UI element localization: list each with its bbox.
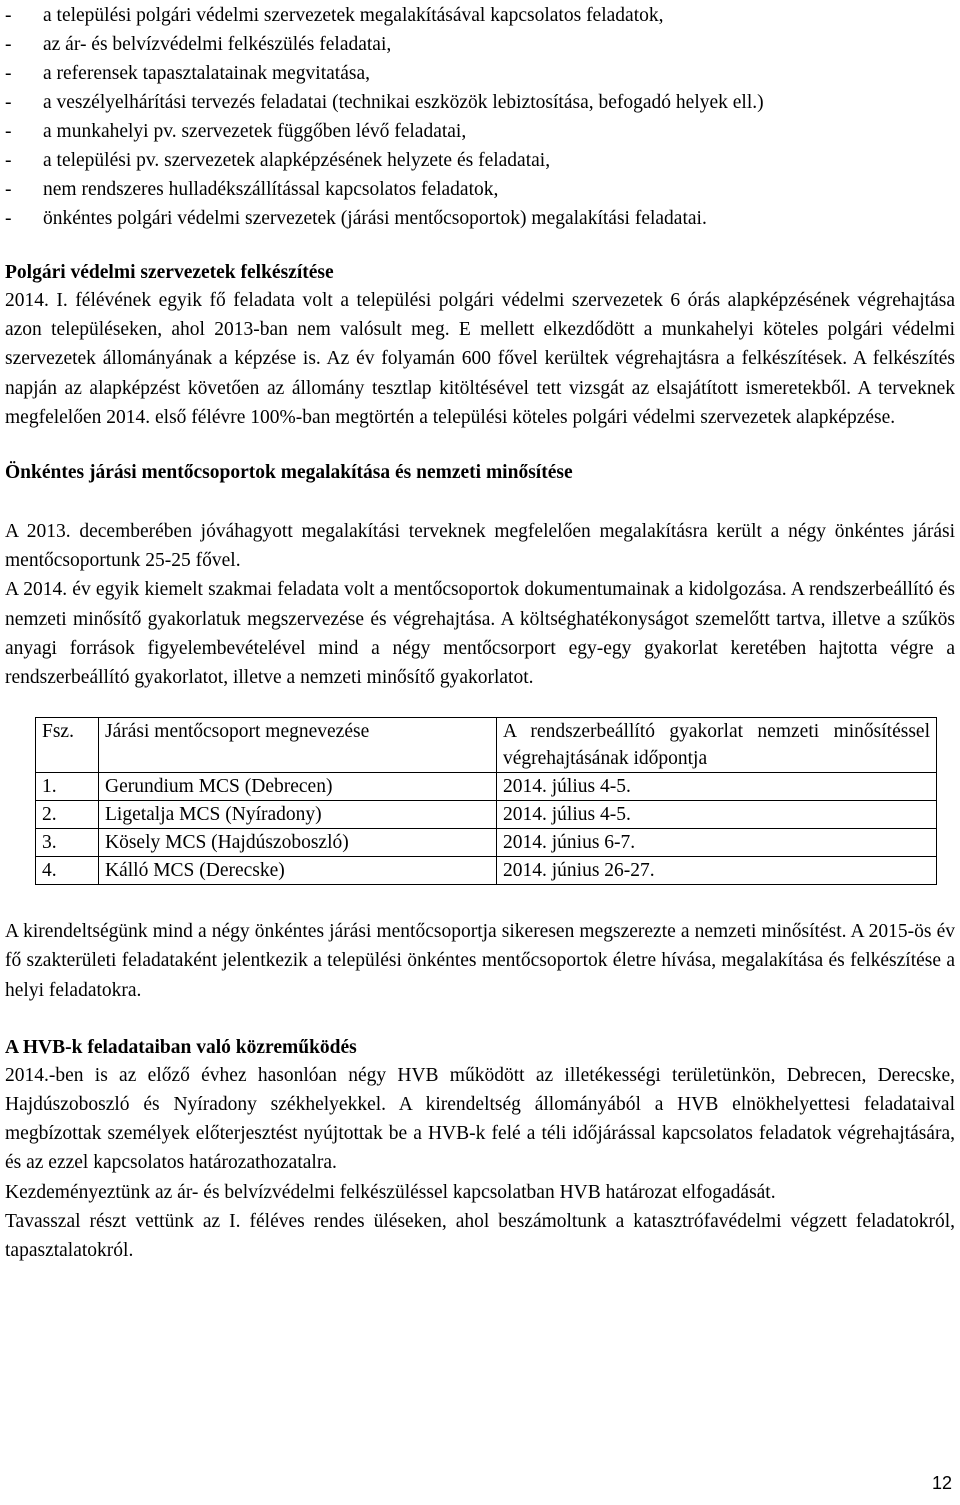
row-name: Gerundium MCS (Debrecen): [99, 773, 497, 801]
list-item: - az ár- és belvízvédelmi felkészülés feladatai,: [5, 30, 955, 59]
table-row: [36, 801, 937, 829]
paragraph-rescue-teams-1: A 2013. decemberében jóváhagyott megalakítási terveknek megfelelően megalakításra került a négy önkéntes járási mentőcsoportunk 25-25 fővel.: [5, 521, 955, 572]
document-page: [5, 0, 955, 1265]
list-item: - a veszélyelhárítási tervezés feladatai (technikai eszközök lebiztosítása, befogadó helyek ell.): [5, 88, 955, 117]
table-row: [36, 829, 937, 857]
section-heading-rescue-teams: Önkéntes járási mentőcsoportok megalakítása és nemzeti minősítése: [5, 462, 573, 484]
list-item: - a települési polgári védelmi szervezetek megalakításával kapcsolatos feladatok,: [5, 1, 955, 30]
row-name: Kösely MCS (Hajdúszoboszló): [99, 829, 497, 857]
paragraph-hvb-1: 2014.-ben is az előző évhez hasonlóan négy HVB működött az illetékességi területünkön, Debrecen, Derecske, Hajdúszoboszló és Nyíradony székhelyekkel. A kirendeltség állományából a HVB elnökhelyettesi feladataival megbízottak személyek előterjesztést nyújtottak be a HVB-k felé a téli időjárással kapcsolatos feladatok végrehajtására, és az ezzel kapcsolatos határozathozatalra.: [5, 1064, 955, 1174]
header-date: A rendszerbeállító gyakorlat nemzeti minősítéssel végrehajtásának időpontja: [497, 718, 937, 773]
paragraph-training: 2014. I. félévének egyik fő feladata volt a települési polgári védelmi szervezetek 6 órás alapképzésének végrehajtása azon településeken, ahol 2013-ban nem valósult meg. E mellett elkezdődött a munkahelyi köteles polgári védelmi szervezetek állományának a képzése is. Az év folyamán 600 fővel kerültek végrehajtásra a felkészítések. A felkészítés napján az alapképzést követően az állomány tesztlap kitöltésével tett vizsgát az elsajátított ismeretekből. A terveknek megfelelően 2014. első félévre 100%-ban megtörtén a települési köteles polgári védelmi szervezetek alapképzése.: [5, 290, 955, 428]
header-name: Járási mentőcsoport megnevezése: [99, 718, 497, 773]
section-heading-training: Polgári védelmi szervezetek felkészítése: [5, 262, 334, 283]
row-num: 1.: [36, 773, 99, 801]
section-heading-hvb: A HVB-k feladataiban való közreműködés: [5, 1036, 357, 1058]
row-name: Kálló MCS (Derecske): [99, 857, 497, 885]
table-header-row: [36, 718, 937, 773]
paragraph-hvb-3: Tavasszal részt vettünk az I. féléves rendes üléseken, ahol beszámoltunk a katasztrófavédelmi végzett feladatokról, tapasztalatokról.: [5, 1210, 955, 1262]
row-date: 2014. június 6-7.: [497, 829, 937, 857]
table-row: [36, 857, 937, 885]
list-item: - nem rendszeres hulladékszállítással kapcsolatos feladatok,: [5, 175, 955, 204]
table-row: [36, 773, 937, 801]
row-name: Ligetalja MCS (Nyíradony): [99, 801, 497, 829]
row-num: 4.: [36, 857, 99, 885]
row-num: 3.: [36, 829, 99, 857]
list-item: - a települési pv. szervezetek alapképzésének helyzete és feladatai,: [5, 146, 955, 175]
row-date: 2014. június 26-27.: [497, 857, 937, 885]
rescue-team-table: [35, 717, 937, 885]
header-num: Fsz.: [36, 718, 99, 773]
list-item: - a referensek tapasztalatainak megvitatása,: [5, 59, 955, 88]
list-item: - önkéntes polgári védelmi szervezetek (járási mentőcsoportok) megalakítási feladatai.: [5, 204, 955, 233]
paragraph-rescue-teams-2: A 2014. év egyik kiemelt szakmai feladata volt a mentőcsoportok dokumentumainak a kidolgozása. A rendszerbeállító és nemzeti minősítő gyakorlatuk megszervezése és végrehajtása. A költséghatékonyságot szemelőtt tartva, illetve a szűkös anyagi források figyelembevételével mind a négy mentőcsorport egy-egy gyakorlat keretében hajtotta végre a rendszerbeállító gyakorlatot, illetve a nemzeti minősítő gyakorlatot.: [5, 579, 955, 689]
row-date: 2014. július 4-5.: [497, 801, 937, 829]
page-number: 12: [931, 1473, 952, 1493]
row-num: 2.: [36, 801, 99, 829]
list-item: - a munkahelyi pv. szervezetek függőben lévő feladatai,: [5, 117, 955, 146]
paragraph-certification: A kirendeltségünk mind a négy önkéntes járási mentőcsoportja sikeresen megszerezte a nemzeti minősítést. A 2015-ös év fő szakterületi feladataként jelentkezik a települési önkéntes mentőcsoportok életre hívása, megalakítása és felkészítése a helyi feladatokra.: [5, 921, 955, 1001]
agenda-list: [5, 0, 955, 233]
paragraph-hvb-2: Kezdeményeztünk az ár- és belvízvédelmi felkészüléssel kapcsolatban HVB határozat elfogadását.: [5, 1181, 776, 1203]
row-date: 2014. július 4-5.: [497, 773, 937, 801]
